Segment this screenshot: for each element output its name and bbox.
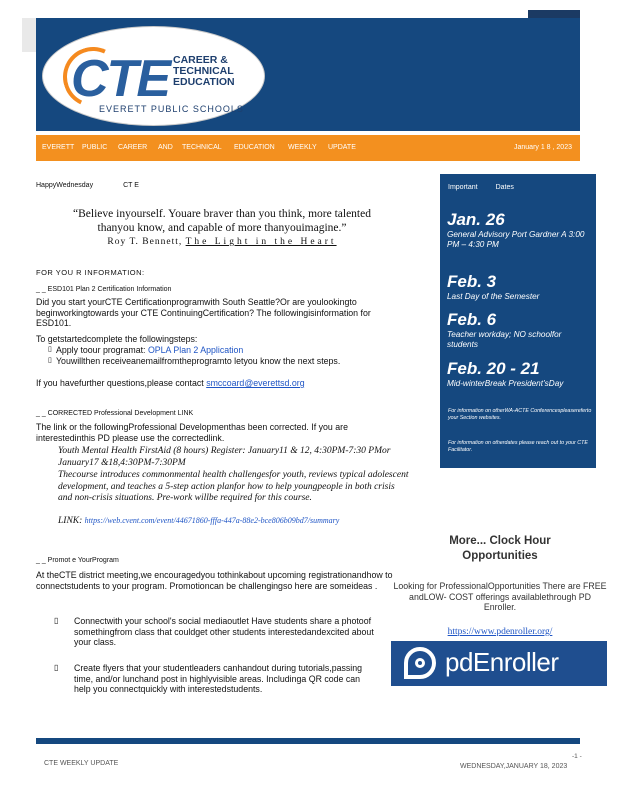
panel-note: For information on otherdates please reach out to your CTE Facilitator. [448, 440, 588, 453]
more-body: Looking for ProfessionalOpportunities There are FREE andLOW- COST offerings availablethrough PD Enroller. [393, 581, 607, 612]
issue-date: January 1 8 , 2023 [514, 144, 572, 151]
title-word: AND [158, 144, 173, 151]
footer-title: CTE WEEKLY UPDATE [44, 760, 119, 767]
logo-mark: CTE [71, 50, 169, 108]
event-date: Jan. 26 [447, 210, 505, 229]
event-item [447, 210, 592, 250]
title-word: TECHNICAL [182, 144, 222, 151]
logo-text: CAREER & TECHNICAL EDUCATION [173, 54, 235, 88]
footer-rule [36, 738, 580, 744]
step-marker: ▯ [48, 357, 52, 364]
footer-date: WEDNESDAY,JANUARY 18, 2023 [460, 763, 568, 770]
pd-course-desc: Thecourse introduces commonmental health challengesfor youth, reviews typical adolescent development, and teaches a 5-step action planfor how to help youngpeople in both crisis and non-crisis situations. Pre-work willbe required for this course. [58, 470, 409, 503]
event-item [447, 272, 592, 302]
quote-book: The Light in the Heart [185, 237, 337, 247]
steps-intro: To getstartedcomplete the followingsteps: [36, 334, 198, 344]
pd-link-line: LINK: https://web.cvent.com/event/44671860-fffa-447a-88e2-bce806b09bd7/summary [58, 516, 340, 526]
pdenroller-link[interactable]: https://www.pdenroller.org/ [447, 627, 553, 637]
bullet-marker: ▯ [54, 663, 59, 672]
title-word: WEEKLY [288, 144, 317, 151]
pd-registration-link[interactable]: https://web.cvent.com/event/44671860-fffa-447a-88e2-bce806b09bd7/summary [84, 516, 340, 525]
bullet-item: ▯ Create flyers that your studentleaders canhandout during tutorials,passing time, and/or lunchand post in highlyvisible areas. Includinga QR code can help you connectquickly with interestedstudents. [54, 663, 363, 694]
event-item [447, 310, 592, 350]
pd-course-title: Youth Mental Health FirstAid (8 hours) Register: January11 & 12, 4:30PM-7:30 PMor January17 &18,4:30PM-7:30PM [58, 446, 391, 468]
promote-paragraph: At theCTE district meeting,we encouragedyou tothinkabout upcoming registrationandhow to connectstudents to your program. Promotioncan be challengingso here are someideas . [36, 570, 393, 591]
pdenroller-banner[interactable] [391, 641, 607, 686]
page-number: -1 - [572, 753, 582, 760]
important-dates-panel [440, 174, 596, 468]
step-marker: ▯ [48, 346, 52, 353]
title-word: EVERETT [42, 144, 75, 151]
step-item: ▯ Apply toour programat: OPLA Plan 2 Application [48, 345, 244, 355]
title-word: UPDATE [328, 144, 356, 151]
title-word: CAREER [118, 144, 148, 151]
opla-link[interactable]: OPLA Plan 2 Application [147, 345, 244, 355]
panel-title: Important Dates [448, 184, 514, 191]
event-desc: Mid-winterBreak President’sDay [447, 379, 564, 388]
event-item [447, 359, 592, 389]
section-heading: FOR YOU R INFORMATION: [36, 268, 145, 277]
greeting: HappyWednesday CT E [36, 182, 139, 189]
promote-heading: _ _ Promot e YourProgram [36, 557, 119, 564]
esd-paragraph: Did you start yourCTE Certificationprogramwith South Seattle?Or are youlookingto beginworkingtowards your CTE ContinuingCertification? The followingisinformation for ESD101. [36, 297, 371, 328]
cte-logo [42, 26, 265, 126]
header-grey-tab [22, 18, 36, 52]
title-bar [36, 135, 580, 161]
event-date: Feb. 6 [447, 310, 497, 329]
event-desc: General Advisory Port Gardner A 3:00 PM – 4:30 PM [447, 230, 585, 249]
step-item: ▯ Youwillthen receiveanemailfromtheprogramto letyou know the next steps. [48, 356, 341, 366]
event-desc: Teacher workday; NO schoolfor students [447, 330, 562, 349]
bullet-marker: ▯ [54, 616, 59, 625]
logo-subtitle: EVERETT PUBLIC SCHOOLS [99, 104, 244, 114]
questions-line: If you havefurther questions,please contact smccoard@everettsd.org [36, 378, 305, 388]
header-banner [36, 18, 580, 131]
pdenroller-wordmark: pdEnroller [445, 647, 559, 677]
more-heading: More... Clock Hour Opportunities [449, 535, 551, 562]
event-date: Feb. 20 - 21 [447, 359, 540, 378]
pd-heading: _ _ CORRECTED Professional Development LINK [36, 410, 194, 417]
quote: “Believe inyourself. Youare braver than you think, more talented thanyou know, and capable of more thanyouimagine.” Roy T. Bennett, The Light in the Heart [42, 207, 402, 249]
panel-note: For information on otherWA-ACTE Conferencespleasereferto your Section websites. [448, 408, 592, 421]
quote-author: Roy T. Bennett, The Light in the Heart [107, 237, 337, 247]
event-desc: Last Day of the Semester [447, 292, 540, 301]
title-word: EDUCATION [234, 144, 275, 151]
pd-paragraph: The link or the followingProfessional Developmenthas been corrected. If you are interestedinthis PD please use the correctedlink. [36, 422, 348, 443]
event-date: Feb. 3 [447, 272, 497, 291]
pdenroller-icon [404, 647, 436, 679]
title-word: PUBLIC [82, 144, 108, 151]
email-link[interactable]: smccoard@everettsd.org [206, 378, 305, 388]
esd-heading: _ _ ESD101 Plan 2 Certification Information [36, 286, 172, 293]
bullet-item: ▯ Connectwith your school's social mediaoutlet Have students share a photoof somethingfrom class that couldget other students interestedandexcited about your class. [54, 616, 374, 647]
